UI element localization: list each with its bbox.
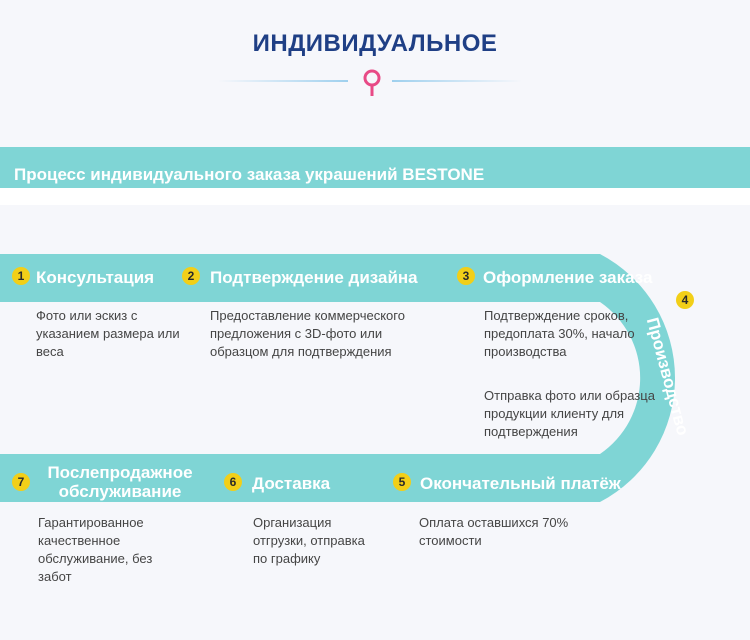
page-title: ИНДИВИДУАЛЬНОЕ (252, 30, 498, 57)
step-1-title: Консультация (36, 268, 155, 287)
step-4-description: Отправка фото или образца продукции клиенту для подтверждения (484, 388, 655, 439)
step-5-title: Окончательный платёж (420, 474, 621, 493)
step-7-description: Гарантированное качественное обслуживание, без забот (38, 515, 153, 584)
step-5-number: 5 (393, 473, 411, 491)
step-2-description: Предоставление коммерческого предложения с 3D-фото или образцом для подтверждения (210, 308, 405, 359)
step-1-number: 1 (12, 267, 30, 285)
step-4-number: 4 (676, 291, 694, 309)
step-3-title: Оформление заказа (483, 268, 653, 287)
step-7-title: Послепродажное обслуживание (47, 463, 193, 501)
step-6-description: Организация отгрузки, отправка по графику (253, 515, 365, 566)
step-2-title: Подтверждение дизайна (210, 268, 418, 287)
step-5-description: Оплата оставшихся 70% стоимости (419, 515, 569, 548)
banner-text: Процесс индивидуального заказа украшений BESTONE (14, 165, 485, 184)
step-3-description: Подтверждение сроков, предоплата 30%, начало производства (484, 308, 635, 359)
step-7-number: 7 (12, 473, 30, 491)
step-3-number: 3 (457, 267, 475, 285)
step-4-title: Производство (642, 315, 693, 438)
step-6-number: 6 (224, 473, 242, 491)
step-6-title: Доставка (252, 474, 331, 493)
step-1-description: Фото или эскиз с указанием размера или веса (36, 308, 180, 359)
step-2-number: 2 (182, 267, 200, 285)
